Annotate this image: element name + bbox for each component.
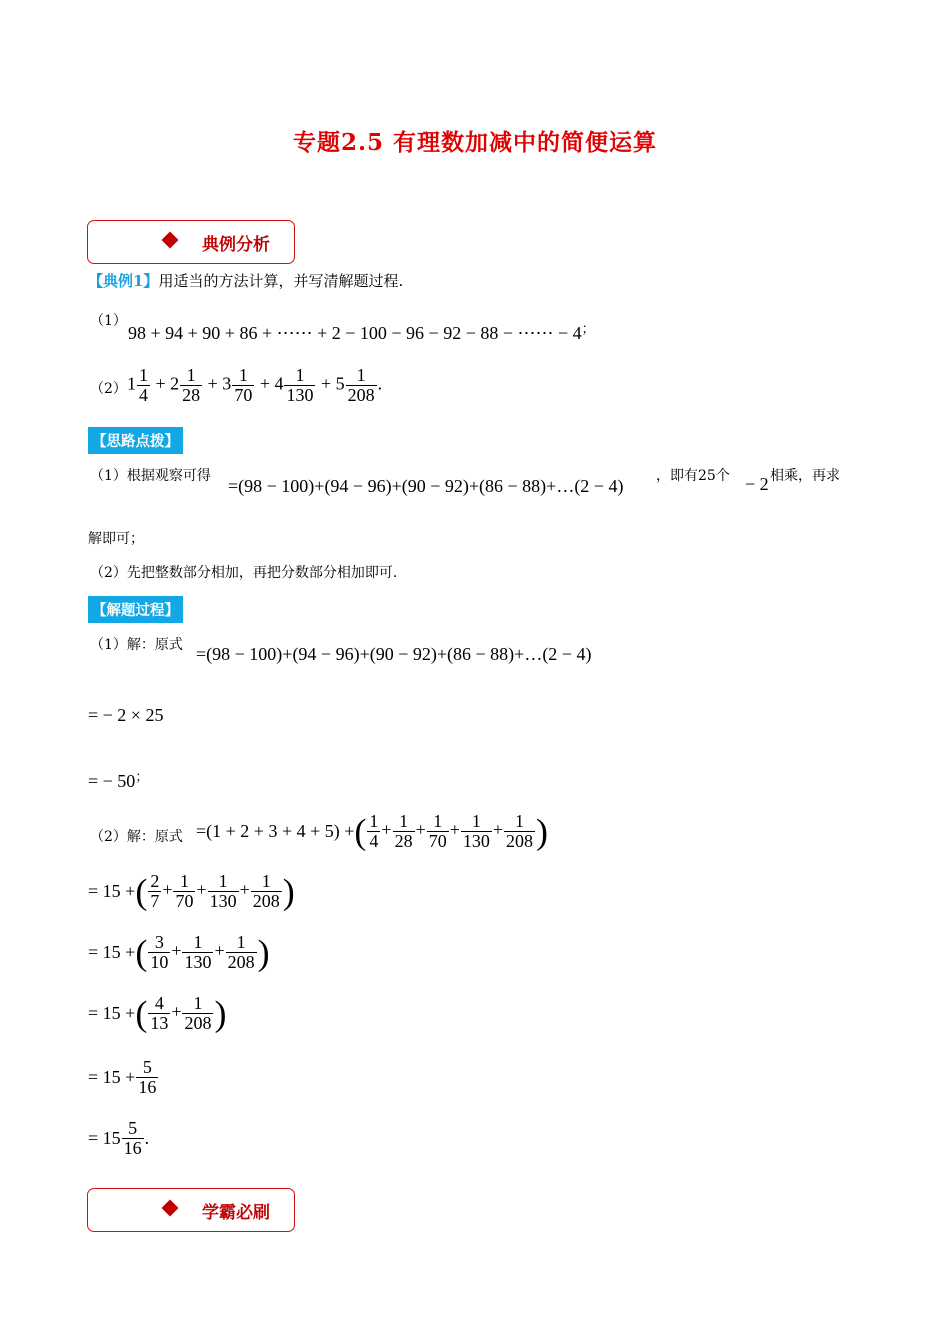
page-title: 专题2.5 有理数加减中的简便运算 [292,129,658,156]
section-header-practice [87,1188,295,1232]
diamond-icon [162,232,179,249]
eq15b: = 15 [88,1128,121,1148]
section-header-example [87,220,295,264]
sol2-line1: =(1 + 2 + 3 + 4 + 5) +( $\frac{1}{4}$ + $\frac{1}{28}$ + $\frac{1}{70}$ + $\frac{1}{130}$ + $\frac{1}{208}$ ) [196,811,549,852]
section-label: 典例分析 [202,235,270,255]
sol2-line2: = 15 +( $\frac{2}{7}$ + $\frac{1}{70}$ + $\frac{1}{130}$ + $\frac{1}{208}$ ) [88,871,295,912]
problem1-label: （1） [90,313,127,329]
period: . [144,1128,150,1148]
eq15: = 15 + [88,881,136,901]
sol2-label: （2）解：原式 [90,829,183,845]
sol1-step3-text: = − 50 [88,771,136,791]
eq15: = 15 + [88,1003,136,1023]
hint1-end: 相乘，再求 [770,468,840,484]
problem2-label: （2） [90,381,127,397]
hint1-expression: =(98 − 100)+(94 − 96)+(90 − 92)+(86 − 88)+…(2 − 4) [228,476,624,496]
diamond-icon [162,1200,179,1217]
eq15: = 15 + [88,1067,136,1087]
hint1-label: （1）根据观察可得 [90,468,211,484]
section-label: 学霸必刷 [202,1203,270,1223]
example-tag: 【典例1】 [88,272,159,290]
hint1-mid: ，即有25个 [656,468,730,484]
sol1-step2: = − 2 × 25 [88,705,164,725]
example-text: 用适当的方法计算，并写清解题过程. [158,272,404,290]
example-prompt [88,270,403,291]
hint1-continuation: 解即可； [88,531,144,547]
sol1-label: （1）解：原式 [90,637,183,653]
hint1-neg2: − 2 [745,474,769,494]
sol2-line6: = 15 $\frac{5}{16}$ . [88,1118,150,1158]
semicolon: ； [581,321,595,336]
problem1-expr-text: 98 + 94 + 90 + 86 + ⋯⋯ + 2 − 100 − 96 − 92 − 88 − ⋯⋯ − 4 [128,323,582,343]
period: . [377,373,383,394]
hint2: （2）先把整数部分相加，再把分数部分相加即可. [90,565,398,581]
problem1-expression [128,318,595,344]
badge-hint: 【思路点拨】 [88,427,183,454]
sol1-expression: =(98 − 100)+(94 − 96)+(90 − 92)+(86 − 88)+…(2 − 4) [196,644,592,664]
sol2-int-part: =(1 + 2 + 3 + 4 + 5) + [196,821,355,841]
semicolon: ； [135,769,149,784]
badge-solution: 【解题过程】 [88,596,183,623]
sol2-line5: = 15 + $\frac{5}{16}$ [88,1057,157,1097]
sol2-line4: = 15 +( $\frac{4}{13}$ + $\frac{1}{208}$ ) [88,993,227,1034]
sol2-line3: = 15 +( $\frac{3}{10}$ + $\frac{1}{130}$ + $\frac{1}{208}$ ) [88,932,270,973]
problem2-expression: 1 $\frac{1}{4}$ + 2 $\frac{1}{28}$ + 3 $\frac{1}{70}$ + 4 $\frac{1}{130}$ + 5 $\frac{1}{208}$ . [127,365,383,405]
sol1-step3 [88,766,148,792]
eq15: = 15 + [88,942,136,962]
